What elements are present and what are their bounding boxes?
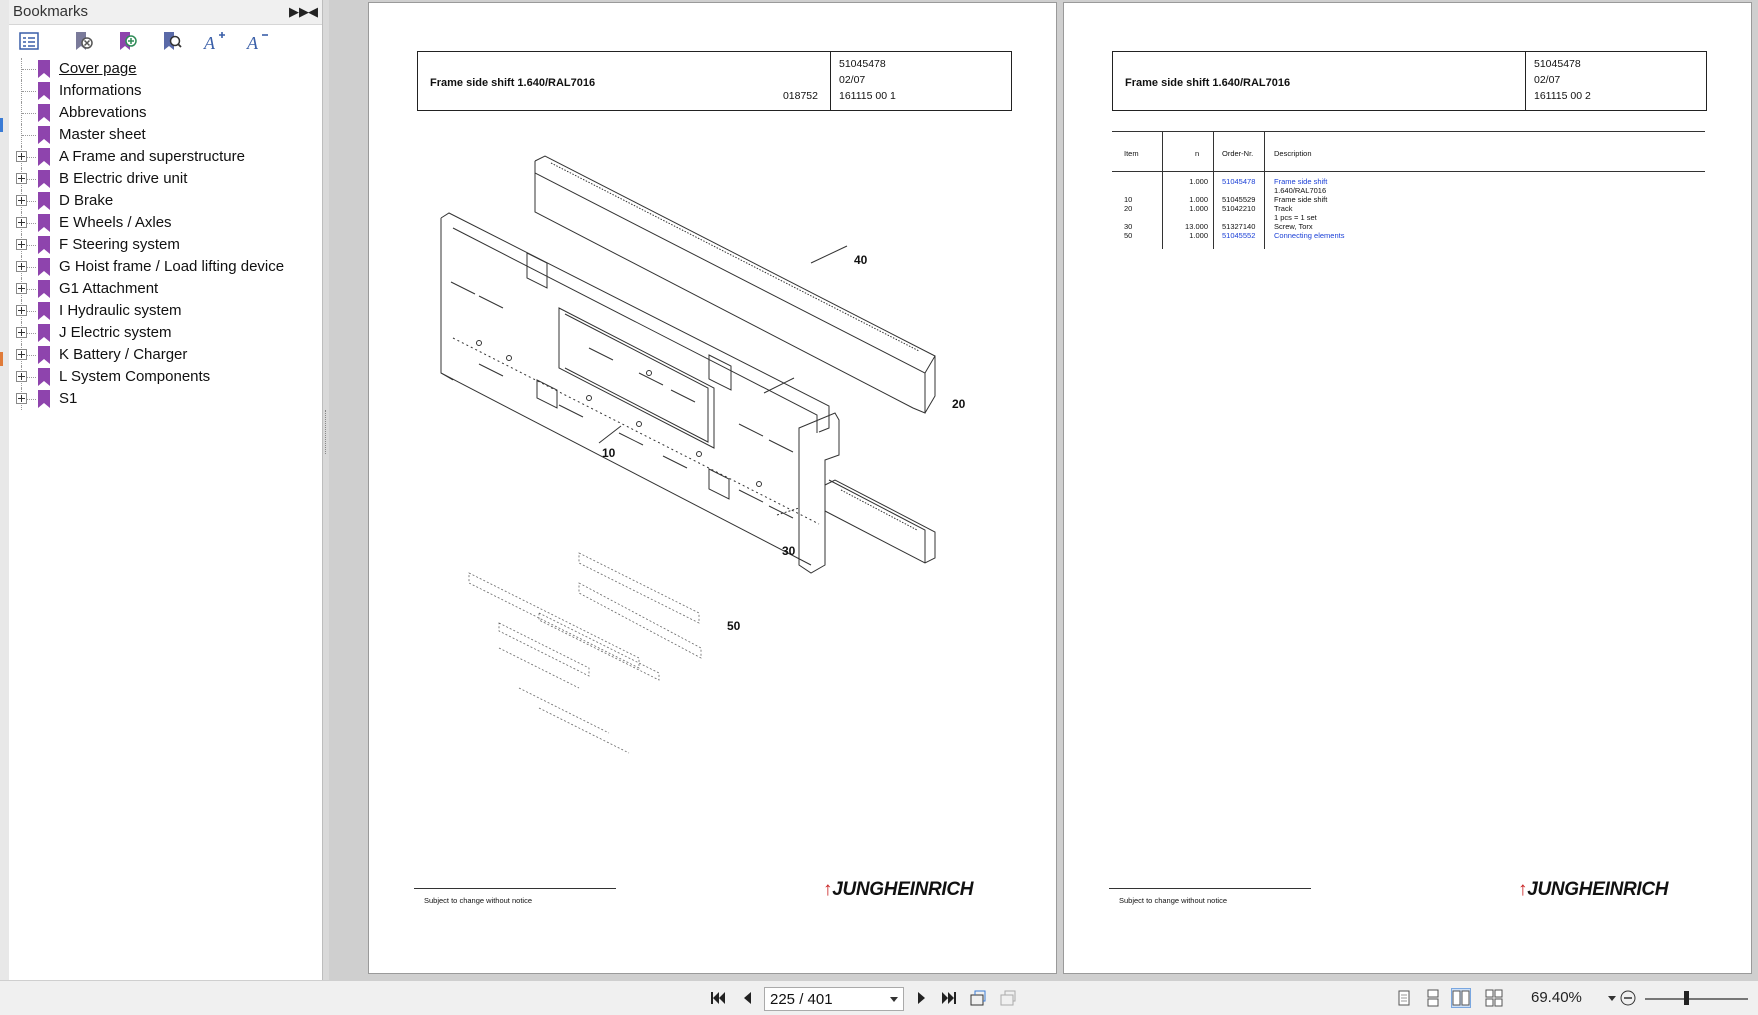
bookmark-icon bbox=[38, 280, 50, 298]
bookmark-label[interactable]: A Frame and superstructure bbox=[59, 148, 245, 165]
last-page-icon[interactable] bbox=[940, 989, 958, 1007]
bookmark-icon bbox=[38, 214, 50, 232]
zoom-level[interactable]: 69.40% bbox=[1531, 989, 1582, 1006]
bookmark-item[interactable] bbox=[9, 102, 322, 124]
splitter-grip bbox=[325, 410, 328, 454]
table-cell-qty: 1.000 bbox=[1189, 204, 1208, 213]
table-cell-description[interactable]: Frame side shift bbox=[1274, 177, 1328, 186]
navigation-bar bbox=[0, 980, 1758, 1015]
footer-rule bbox=[414, 888, 616, 889]
bookmarks-header bbox=[9, 0, 322, 25]
callout-label: 30 bbox=[782, 544, 796, 558]
bookmark-label[interactable]: F Steering system bbox=[59, 236, 180, 253]
bookmark-item[interactable] bbox=[9, 300, 322, 322]
previous-view-icon[interactable] bbox=[969, 989, 987, 1007]
table-cell-qty: 1.000 bbox=[1189, 195, 1208, 204]
company-logo bbox=[823, 879, 973, 901]
exploded-view-drawing bbox=[439, 128, 999, 808]
table-cell-description-line2: 1 pcs = 1 set bbox=[1274, 213, 1317, 222]
bookmarks-toolbar bbox=[9, 25, 322, 57]
page-number-input[interactable] bbox=[764, 987, 904, 1011]
table-cell-description[interactable]: Connecting elements bbox=[1274, 231, 1345, 240]
single-page-view-icon[interactable] bbox=[1395, 989, 1413, 1007]
column-header-description: Description bbox=[1274, 149, 1312, 158]
bookmark-icon bbox=[38, 126, 50, 144]
bookmark-options-icon[interactable] bbox=[17, 29, 45, 53]
table-cell-order-nr: 51327140 bbox=[1222, 222, 1256, 231]
bookmark-icon bbox=[38, 324, 50, 342]
bookmark-icon bbox=[38, 368, 50, 386]
table-cell-description-line2: 1.640/RAL7016 bbox=[1274, 186, 1327, 195]
table-cell-description: Frame side shift bbox=[1274, 195, 1328, 204]
bookmark-icon bbox=[38, 390, 50, 408]
column-header-item: Item bbox=[1124, 149, 1139, 158]
strip-marker bbox=[0, 352, 3, 366]
zoom-slider-thumb[interactable] bbox=[1684, 991, 1689, 1005]
delete-bookmark-icon[interactable] bbox=[71, 29, 99, 53]
increase-font-icon[interactable] bbox=[202, 29, 230, 53]
callout-label: 10 bbox=[602, 446, 616, 460]
bookmark-item[interactable] bbox=[9, 212, 322, 234]
revision-date: 02/07 bbox=[839, 74, 866, 86]
title-block-left bbox=[1113, 52, 1526, 110]
table-rule bbox=[1112, 131, 1705, 132]
bookmark-label[interactable]: B Electric drive unit bbox=[59, 170, 188, 187]
expand-toggle-icon[interactable] bbox=[16, 195, 27, 206]
table-cell-description: Track bbox=[1274, 204, 1293, 213]
company-logo bbox=[1518, 879, 1668, 901]
bookmark-label[interactable]: Cover page bbox=[59, 60, 137, 77]
logo-text: JUNGHEINRICH bbox=[832, 879, 974, 900]
tree-connector bbox=[22, 69, 36, 71]
drawing-number: 018752 bbox=[782, 90, 818, 102]
first-page-icon[interactable] bbox=[709, 989, 727, 1007]
svg-text:A: A bbox=[247, 33, 258, 53]
bookmark-item[interactable] bbox=[9, 344, 322, 366]
zoom-out-icon[interactable] bbox=[1619, 989, 1637, 1007]
bookmark-label[interactable]: K Battery / Charger bbox=[59, 346, 188, 363]
table-cell-order-nr: 51045529 bbox=[1222, 195, 1256, 204]
bookmark-label[interactable]: Abbrevations bbox=[59, 104, 147, 121]
svg-text:A: A bbox=[204, 33, 215, 53]
footer-text: Subject to change without notice bbox=[424, 896, 532, 905]
expand-toggle-icon[interactable] bbox=[16, 349, 27, 360]
table-cell-item: 10 bbox=[1124, 195, 1133, 204]
previous-page-icon[interactable] bbox=[738, 989, 756, 1007]
bookmark-item[interactable] bbox=[9, 58, 322, 80]
bookmark-label[interactable]: Master sheet bbox=[59, 126, 146, 143]
pdf-page-right bbox=[1063, 2, 1752, 974]
bookmark-icon bbox=[38, 236, 50, 254]
page-title: Frame side shift 1.640/RAL7016 bbox=[430, 77, 596, 89]
continuous-view-icon[interactable] bbox=[1424, 989, 1442, 1007]
expand-toggle-icon[interactable] bbox=[16, 239, 27, 250]
table-rule bbox=[1112, 171, 1705, 172]
bookmark-item[interactable] bbox=[9, 366, 322, 388]
bookmark-icon bbox=[38, 82, 50, 100]
table-cell-item: 30 bbox=[1124, 222, 1133, 231]
bookmark-label[interactable]: Informations bbox=[59, 82, 142, 99]
expand-toggle-icon[interactable] bbox=[16, 393, 27, 404]
bookmarks-title: Bookmarks bbox=[13, 3, 89, 20]
table-cell-qty: 1.000 bbox=[1189, 177, 1208, 186]
logo-accent-icon: ↑ bbox=[1518, 879, 1528, 900]
panel-splitter[interactable] bbox=[323, 0, 329, 980]
expand-panel-icon[interactable]: ▶▶ bbox=[289, 4, 309, 19]
chevron-down-icon[interactable] bbox=[890, 997, 898, 1002]
bookmark-label[interactable]: I Hydraulic system bbox=[59, 302, 182, 319]
zoom-slider-track[interactable] bbox=[1645, 998, 1748, 1000]
sheet-number: 161115 00 2 bbox=[1534, 90, 1591, 102]
bookmark-icon bbox=[38, 346, 50, 364]
two-page-view-icon[interactable] bbox=[1452, 989, 1470, 1007]
decrease-font-icon[interactable] bbox=[245, 29, 273, 53]
bookmark-item[interactable] bbox=[9, 256, 322, 278]
two-page-continuous-icon[interactable] bbox=[1485, 989, 1503, 1007]
bookmark-icon bbox=[38, 148, 50, 166]
table-cell-order-nr: 51042210 bbox=[1222, 204, 1256, 213]
footer-text: Subject to change without notice bbox=[1119, 896, 1227, 905]
bookmark-item[interactable] bbox=[9, 278, 322, 300]
table-cell-order-nr[interactable]: 51045478 bbox=[1222, 177, 1256, 186]
table-column-rule bbox=[1264, 131, 1265, 249]
logo-accent-icon: ↑ bbox=[823, 879, 833, 900]
expand-toggle-icon[interactable] bbox=[16, 371, 27, 382]
bookmark-icon bbox=[38, 302, 50, 320]
column-header-order-nr: Order-Nr. bbox=[1222, 149, 1254, 158]
title-block-left bbox=[418, 52, 831, 110]
page-title: Frame side shift 1.640/RAL7016 bbox=[1125, 77, 1291, 89]
expand-toggle-icon[interactable] bbox=[16, 173, 27, 184]
next-view-icon[interactable] bbox=[999, 989, 1017, 1007]
table-cell-order-nr[interactable]: 51045552 bbox=[1222, 231, 1256, 240]
bookmark-icon bbox=[38, 104, 50, 122]
table-cell-item: 20 bbox=[1124, 204, 1133, 213]
bookmark-item[interactable] bbox=[9, 388, 322, 410]
zoom-dropdown-icon[interactable] bbox=[1608, 996, 1616, 1001]
bookmark-label[interactable]: L System Components bbox=[59, 368, 211, 385]
expand-toggle-icon[interactable] bbox=[16, 261, 27, 272]
bookmark-label[interactable]: D Brake bbox=[59, 192, 114, 209]
bookmark-item[interactable] bbox=[9, 168, 322, 190]
table-cell-description: Screw, Torx bbox=[1274, 222, 1313, 231]
sheet-number: 161115 00 1 bbox=[839, 90, 896, 102]
tree-connector bbox=[22, 113, 36, 115]
bookmark-icon bbox=[38, 60, 50, 78]
column-header-qty: n bbox=[1195, 149, 1200, 158]
title-block bbox=[1112, 51, 1707, 111]
bookmark-icon bbox=[38, 170, 50, 188]
revision-date: 02/07 bbox=[1534, 74, 1561, 86]
pdf-page-left bbox=[368, 2, 1057, 974]
expand-toggle-icon[interactable] bbox=[16, 217, 27, 228]
strip-marker bbox=[0, 118, 3, 132]
table-cell-qty: 13.000 bbox=[1185, 222, 1208, 231]
bookmark-icon bbox=[38, 192, 50, 210]
bookmark-label[interactable]: S1 bbox=[59, 390, 78, 407]
callout-label: 20 bbox=[952, 397, 966, 411]
bookmark-icon bbox=[38, 258, 50, 276]
bookmark-label[interactable]: G1 Attachment bbox=[59, 280, 159, 297]
part-number: 51045478 bbox=[839, 58, 886, 70]
expand-toggle-icon[interactable] bbox=[16, 283, 27, 294]
find-bookmark-icon[interactable] bbox=[159, 29, 187, 53]
footer-rule bbox=[1109, 888, 1311, 889]
table-cell-qty: 1.000 bbox=[1189, 231, 1208, 240]
bookmark-item[interactable] bbox=[9, 124, 322, 146]
page-indicator: 225 / 401 bbox=[770, 991, 833, 1008]
bookmark-item[interactable] bbox=[9, 190, 322, 212]
new-bookmark-icon[interactable] bbox=[115, 29, 143, 53]
expand-toggle-icon[interactable] bbox=[16, 327, 27, 338]
bookmark-item[interactable] bbox=[9, 146, 322, 168]
logo-text: JUNGHEINRICH bbox=[1527, 879, 1669, 900]
table-column-rule bbox=[1213, 131, 1214, 249]
tree-connector bbox=[22, 135, 36, 137]
bookmark-item[interactable] bbox=[9, 322, 322, 344]
bookmark-label[interactable]: E Wheels / Axles bbox=[59, 214, 172, 231]
bookmark-label[interactable]: J Electric system bbox=[59, 324, 172, 341]
bookmark-item[interactable] bbox=[9, 234, 322, 256]
bookmarks-panel bbox=[9, 0, 323, 980]
bookmark-item[interactable] bbox=[9, 80, 322, 102]
table-cell-item: 50 bbox=[1124, 231, 1133, 240]
bookmark-label[interactable]: G Hoist frame / Load lifting device bbox=[59, 258, 285, 275]
expand-toggle-icon[interactable] bbox=[16, 305, 27, 316]
table-column-rule bbox=[1162, 131, 1163, 249]
callout-label: 50 bbox=[727, 619, 741, 633]
expand-toggle-icon[interactable] bbox=[16, 151, 27, 162]
collapse-panel-icon[interactable]: ◀ bbox=[308, 4, 318, 19]
callout-label: 40 bbox=[854, 253, 868, 267]
title-block bbox=[417, 51, 1012, 111]
part-number: 51045478 bbox=[1534, 58, 1581, 70]
tree-connector bbox=[22, 91, 36, 93]
next-page-icon[interactable] bbox=[913, 989, 931, 1007]
